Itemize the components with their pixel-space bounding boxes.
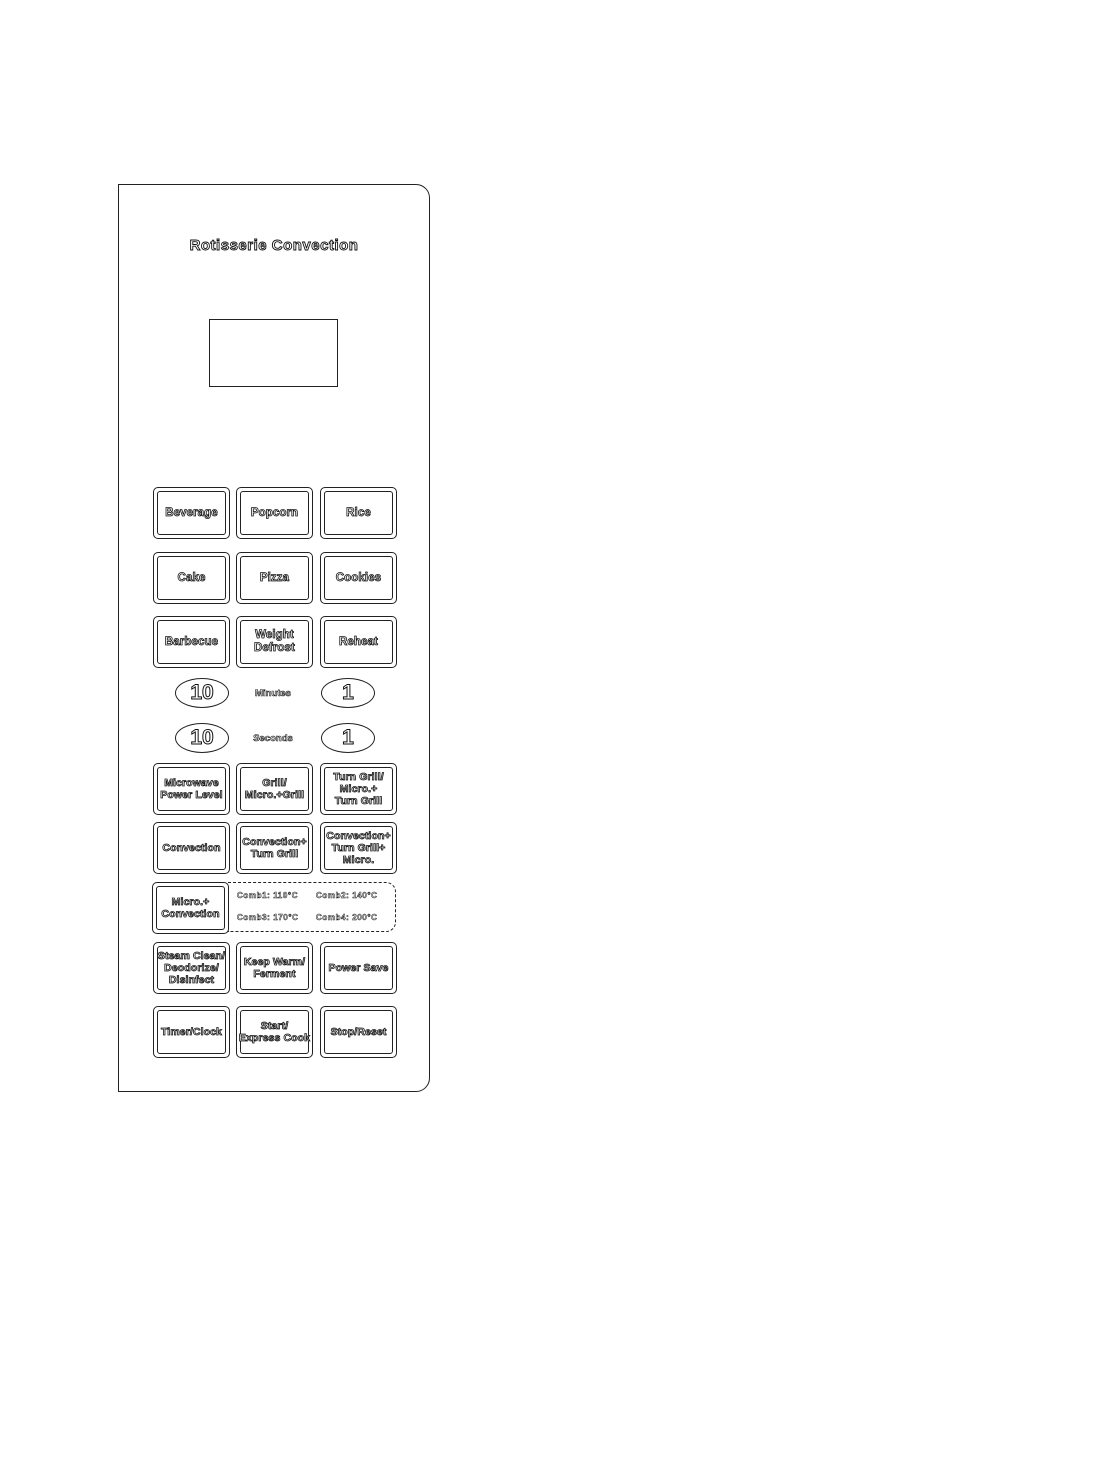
- convection-button[interactable]: Convection: [153, 822, 230, 874]
- control-panel: [118, 184, 430, 1092]
- timer-clock-button[interactable]: Timer/Clock: [153, 1006, 230, 1058]
- convection-turn-grill-micro-button[interactable]: Convection+ Turn Grill+ Micro.: [320, 822, 397, 874]
- seconds-1-button[interactable]: 1: [321, 723, 375, 753]
- start-express-cook-button[interactable]: Start/ Express Cook: [236, 1006, 313, 1058]
- barbecue-button[interactable]: Barbecue: [153, 616, 230, 668]
- keep-warm-ferment-button[interactable]: Keep Warm/ Ferment: [236, 942, 313, 994]
- panel-title: Rotisserie Convection: [189, 237, 359, 254]
- minutes-label: Minutes: [255, 688, 291, 699]
- micro-convection-button[interactable]: Micro.+ Convection: [152, 882, 229, 934]
- comb1-label: Comb1: 110°C: [237, 891, 299, 900]
- microwave-power-level-button[interactable]: Microwave Power Level: [153, 763, 230, 815]
- steam-clean-button[interactable]: Steam Clean/ Deodorize/ Disinfect: [153, 942, 230, 994]
- beverage-button[interactable]: Beverage: [153, 487, 230, 539]
- weight-defrost-button[interactable]: Weight Defrost: [236, 616, 313, 668]
- minutes-10-button[interactable]: 10: [175, 678, 229, 708]
- cake-button[interactable]: Cake: [153, 552, 230, 604]
- cookies-button[interactable]: Cookies: [320, 552, 397, 604]
- pizza-button[interactable]: Pizza: [236, 552, 313, 604]
- comb4-label: Comb4: 200°C: [316, 913, 378, 922]
- comb2-label: Comb2: 140°C: [316, 891, 378, 900]
- reheat-button[interactable]: Reheat: [320, 616, 397, 668]
- comb3-label: Comb3: 170°C: [237, 913, 299, 922]
- combination-options-box: [228, 882, 396, 932]
- stop-reset-button[interactable]: Stop/Reset: [320, 1006, 397, 1058]
- minutes-1-button[interactable]: 1: [321, 678, 375, 708]
- convection-turn-grill-button[interactable]: Convection+ Turn Grill: [236, 822, 313, 874]
- grill-micro-grill-button[interactable]: Grill/ Micro.+Grill: [236, 763, 313, 815]
- seconds-label: Seconds: [253, 733, 293, 744]
- turn-grill-micro-turn-grill-button[interactable]: Turn Grill/ Micro.+ Turn Grill: [320, 763, 397, 815]
- display-window: [209, 319, 338, 387]
- seconds-10-button[interactable]: 10: [175, 723, 229, 753]
- popcorn-button[interactable]: Popcorn: [236, 487, 313, 539]
- rice-button[interactable]: Rice: [320, 487, 397, 539]
- power-save-button[interactable]: Power Save: [320, 942, 397, 994]
